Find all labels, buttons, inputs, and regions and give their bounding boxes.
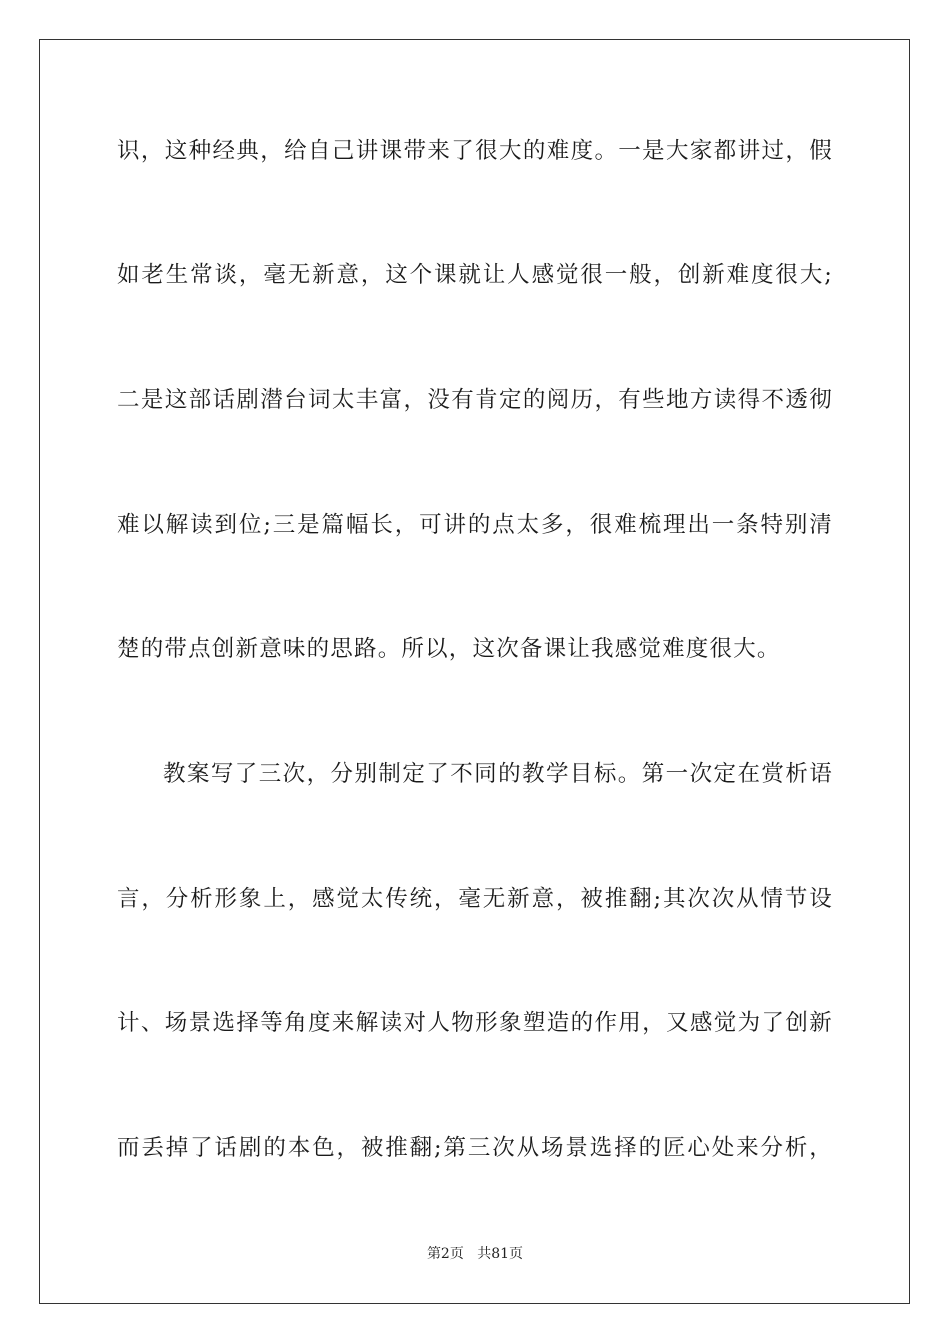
paragraph-line-indented: 教案写了三次，分别制定了不同的教学目标。第一次定在赏析语 <box>163 761 833 787</box>
paragraph-line: 识，这种经典，给自己讲课带来了很大的难度。一是大家都讲过，假 <box>117 138 833 164</box>
paragraph-line: 难以解读到位;三是篇幅长，可讲的点太多，很难梳理出一条特别清 <box>117 512 833 538</box>
page-footer <box>0 1245 950 1263</box>
page-number-total: 共81页 <box>477 1246 524 1262</box>
paragraph-line: 言，分析形象上，感觉太传统，毫无新意，被推翻;其次次从情节设 <box>117 886 833 912</box>
paragraph-line: 而丢掉了话剧的本色，被推翻;第三次从场景选择的匠心处来分析， <box>117 1135 833 1161</box>
paragraph-line: 计、场景选择等角度来解读对人物形象塑造的作用，又感觉为了创新 <box>117 1010 833 1036</box>
page-number-current: 第2页 <box>426 1246 464 1262</box>
paragraph-line: 如老生常谈，毫无新意，这个课就让人感觉很一般，创新难度很大; <box>117 262 833 288</box>
paragraph-line: 楚的带点创新意味的思路。所以，这次备课让我感觉难度很大。 <box>117 636 781 662</box>
paragraph-line: 二是这部话剧潜台词太丰富，没有肯定的阅历，有些地方读得不透彻 <box>117 387 833 413</box>
page-border <box>39 39 910 1304</box>
